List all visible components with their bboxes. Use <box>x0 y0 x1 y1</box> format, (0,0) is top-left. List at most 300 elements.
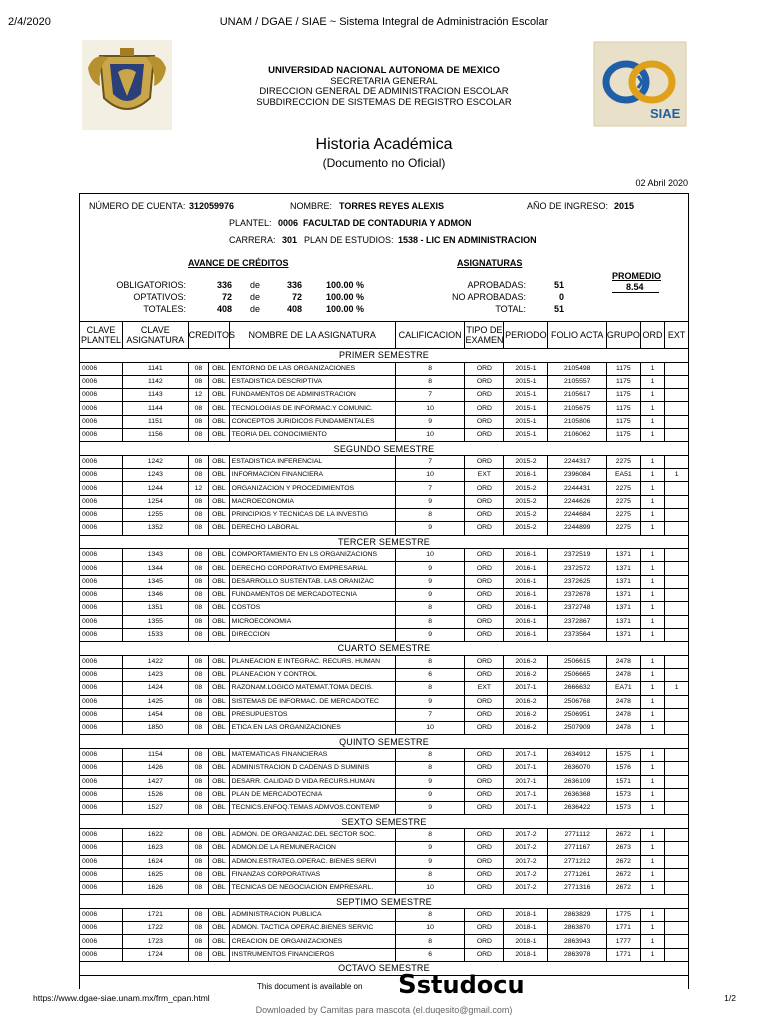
clave-plantel: 0006 <box>80 695 123 708</box>
ord: 1 <box>640 628 665 641</box>
avance-b: 408 <box>286 304 302 314</box>
table-row <box>80 362 689 375</box>
clave-asignatura: 1255 <box>123 508 189 521</box>
periodo: 2015-1 <box>504 389 548 402</box>
avance-a: 336 <box>216 280 232 290</box>
clave-plantel: 0006 <box>80 935 123 948</box>
ext <box>665 775 689 788</box>
ord: 1 <box>640 748 665 761</box>
tipo-examen: ORD <box>465 708 504 721</box>
calificacion: 8 <box>395 375 465 388</box>
calificacion: 7 <box>395 389 465 402</box>
ord: 1 <box>640 562 665 575</box>
print-date: 2/4/2020 <box>8 16 51 28</box>
periodo: 2016-1 <box>504 602 548 615</box>
tipo-examen: ORD <box>465 948 504 961</box>
folio-acta: 2771316 <box>548 882 606 895</box>
periodo: 2015-2 <box>504 495 548 508</box>
calificacion: 8 <box>395 868 465 881</box>
caracter: OBL <box>209 575 230 588</box>
grupo: 1575 <box>606 748 640 761</box>
caracter: OBL <box>209 362 230 375</box>
table-row <box>80 695 689 708</box>
table-row <box>80 428 689 441</box>
periodo: 2018-1 <box>504 935 548 948</box>
siae-logo <box>592 40 688 128</box>
clave-plantel: 0006 <box>80 482 123 495</box>
clave-plantel: 0006 <box>80 469 123 482</box>
creditos: 08 <box>188 935 209 948</box>
clave-asignatura: 1626 <box>123 882 189 895</box>
nombre-asignatura: TECNICAS DE NEGOCIACION EMPRESARL. <box>229 882 395 895</box>
folio-acta: 2106062 <box>548 428 606 441</box>
browser-page-title: UNAM / DGAE / SIAE ~ Sistema Integral de Administración Escolar <box>219 16 549 28</box>
tipo-examen: ORD <box>465 722 504 735</box>
periodo: 2016-1 <box>504 469 548 482</box>
caracter: OBL <box>209 908 230 921</box>
calificacion: 10 <box>395 922 465 935</box>
caracter: OBL <box>209 748 230 761</box>
table-row <box>80 935 689 948</box>
col-clave-asignatura: CLAVE ASIGNATURA <box>123 322 189 349</box>
creditos: 08 <box>188 655 209 668</box>
col-clave-plantel: CLAVE PLANTEL <box>80 322 123 349</box>
folio-acta: 2506615 <box>548 655 606 668</box>
subdireccion: SUBDIRECCION DE SISTEMAS DE REGISTRO ESCOLAR <box>256 96 512 108</box>
avance-pct: 100.00 % <box>326 304 365 314</box>
nombre-asignatura: ADMON. TACTICA OPERAC.BIENES SERVIC <box>229 922 395 935</box>
ext <box>665 948 689 961</box>
tipo-examen: EXT <box>465 469 504 482</box>
clave-plantel: 0006 <box>80 655 123 668</box>
ord: 1 <box>640 935 665 948</box>
ord: 1 <box>640 362 665 375</box>
calificacion: 10 <box>395 402 465 415</box>
nombre-asignatura: COSTOS <box>229 602 395 615</box>
avance-title: AVANCE DE CRÉDITOS <box>188 258 289 268</box>
nombre-asignatura: DERECHO CORPORATIVO EMPRESARIAL <box>229 562 395 575</box>
creditos: 08 <box>188 362 209 375</box>
clave-plantel: 0006 <box>80 428 123 441</box>
nombre-asignatura: DIRECCION <box>229 628 395 641</box>
col-ext: EXT <box>665 322 689 349</box>
caracter: OBL <box>209 708 230 721</box>
avance-b: 72 <box>291 292 302 302</box>
ord: 1 <box>640 389 665 402</box>
folio-acta: 2636368 <box>548 788 606 801</box>
tipo-examen: ORD <box>465 655 504 668</box>
ext <box>665 575 689 588</box>
folio-acta: 2506951 <box>548 708 606 721</box>
table-row <box>80 628 689 641</box>
clave-asignatura: 1156 <box>123 428 189 441</box>
grupo: 1371 <box>606 562 640 575</box>
col-periodo: PERIODO <box>504 322 548 349</box>
calificacion: 10 <box>395 428 465 441</box>
folio-acta: 2771261 <box>548 868 606 881</box>
caracter: OBL <box>209 469 230 482</box>
ord: 1 <box>640 668 665 681</box>
ext <box>665 882 689 895</box>
tipo-examen: ORD <box>465 508 504 521</box>
grupo: 2478 <box>606 708 640 721</box>
grupo: 1371 <box>606 615 640 628</box>
calificacion: 9 <box>395 775 465 788</box>
ord: 1 <box>640 602 665 615</box>
nombre-asignatura: TEORIA DEL CONOCIMIENTO <box>229 428 395 441</box>
grupo: 2672 <box>606 855 640 868</box>
creditos: 08 <box>188 428 209 441</box>
folio-acta: 2105498 <box>548 362 606 375</box>
clave-plantel: 0006 <box>80 495 123 508</box>
table-row <box>80 882 689 895</box>
grupo: 2275 <box>606 455 640 468</box>
tipo-examen: ORD <box>465 602 504 615</box>
plan-label: PLAN DE ESTUDIOS: <box>304 235 394 245</box>
nombre-asignatura: ADMON. DE ORGANIZAC.DEL SECTOR SOC. <box>229 828 395 841</box>
clave-plantel: 0006 <box>80 948 123 961</box>
clave-asignatura: 1526 <box>123 788 189 801</box>
avance-a: 408 <box>216 304 232 314</box>
table-row <box>80 908 689 921</box>
grupo: 2478 <box>606 655 640 668</box>
tipo-examen: ORD <box>465 389 504 402</box>
clave-plantel: 0006 <box>80 575 123 588</box>
promedio-underline <box>612 292 659 293</box>
creditos: 08 <box>188 615 209 628</box>
grupo: EA51 <box>606 469 640 482</box>
avance-de: de <box>250 280 261 290</box>
clave-asignatura: 1527 <box>123 802 189 815</box>
caracter: OBL <box>209 855 230 868</box>
nombre-asignatura: FUNDAMENTOS DE MERCADOTECNIA <box>229 588 395 601</box>
grupo: 2275 <box>606 508 640 521</box>
folio-acta: 2372519 <box>548 549 606 562</box>
ext <box>665 415 689 428</box>
clave-asignatura: 1151 <box>123 415 189 428</box>
studocu-logo[interactable] <box>398 970 525 1000</box>
calificacion: 9 <box>395 522 465 535</box>
col-ord: ORD <box>640 322 665 349</box>
ord: 1 <box>640 402 665 415</box>
semester-name: QUINTO SEMESTRE <box>80 735 689 749</box>
grupo: 1777 <box>606 935 640 948</box>
grupo: 1371 <box>606 575 640 588</box>
semester-row <box>80 895 689 909</box>
nombre-asignatura: DERECHO LABORAL <box>229 522 395 535</box>
table-row <box>80 495 689 508</box>
semester-name: SEXTO SEMESTRE <box>80 815 689 829</box>
caracter: OBL <box>209 668 230 681</box>
semester-row <box>80 349 689 363</box>
tipo-examen: ORD <box>465 762 504 775</box>
semester-name: SEGUNDO SEMESTRE <box>80 442 689 456</box>
grupo: 2275 <box>606 522 640 535</box>
grupo: 1175 <box>606 402 640 415</box>
nombre-asignatura: PRINCIPIOS Y TECNICAS DE LA INVESTIG <box>229 508 395 521</box>
clave-plantel: 0006 <box>80 788 123 801</box>
ext <box>665 868 689 881</box>
periodo: 2015-1 <box>504 362 548 375</box>
grupo: 1573 <box>606 802 640 815</box>
calificacion: 8 <box>395 362 465 375</box>
page-url[interactable]: https://www.dgae-siae.unam.mx/frm_cpan.html <box>33 993 210 1003</box>
calificacion: 10 <box>395 469 465 482</box>
grupo: 1371 <box>606 602 640 615</box>
calificacion: 8 <box>395 748 465 761</box>
grupo: 1771 <box>606 948 640 961</box>
col-nombre: NOMBRE DE LA ASIGNATURA <box>229 322 395 349</box>
tipo-examen: ORD <box>465 549 504 562</box>
ord: 1 <box>640 868 665 881</box>
clave-asignatura: 1427 <box>123 775 189 788</box>
caracter: OBL <box>209 762 230 775</box>
grupo: 1175 <box>606 415 640 428</box>
ext <box>665 842 689 855</box>
clave-plantel: 0006 <box>80 522 123 535</box>
calificacion: 9 <box>395 842 465 855</box>
calificacion: 8 <box>395 682 465 695</box>
clave-plantel: 0006 <box>80 615 123 628</box>
nombre-asignatura: MICROECONOMIA <box>229 615 395 628</box>
caracter: OBL <box>209 428 230 441</box>
clave-asignatura: 1423 <box>123 668 189 681</box>
ord: 1 <box>640 682 665 695</box>
tipo-examen: ORD <box>465 562 504 575</box>
table-row <box>80 522 689 535</box>
avance-a: 72 <box>221 292 232 302</box>
clave-asignatura: 1850 <box>123 722 189 735</box>
clave-plantel: 0006 <box>80 389 123 402</box>
clave-asignatura: 1625 <box>123 868 189 881</box>
grupo: 1175 <box>606 389 640 402</box>
nombre-asignatura: CONCEPTOS JURIDICOS FUNDAMENTALES <box>229 415 395 428</box>
ord: 1 <box>640 922 665 935</box>
nombre-value: TORRES REYES ALEXIS <box>339 201 445 211</box>
periodo: 2017-1 <box>504 775 548 788</box>
ord: 1 <box>640 522 665 535</box>
col-creditos: CREDITOS <box>188 322 229 349</box>
tipo-examen: ORD <box>465 802 504 815</box>
creditos: 08 <box>188 695 209 708</box>
periodo: 2016-1 <box>504 575 548 588</box>
grupo: 1571 <box>606 775 640 788</box>
asignaturas-value: 0 <box>558 292 564 302</box>
nombre-asignatura: ESTADISTICA INFERENCIAL <box>229 455 395 468</box>
clave-asignatura: 1425 <box>123 695 189 708</box>
periodo: 2018-1 <box>504 948 548 961</box>
clave-plantel: 0006 <box>80 762 123 775</box>
periodo: 2015-1 <box>504 428 548 441</box>
semester-row <box>80 815 689 829</box>
ord: 1 <box>640 855 665 868</box>
nombre-asignatura: ADMINISTRACION PUBLICA <box>229 908 395 921</box>
tipo-examen: ORD <box>465 868 504 881</box>
periodo: 2017-1 <box>504 802 548 815</box>
caracter: OBL <box>209 415 230 428</box>
creditos: 08 <box>188 708 209 721</box>
table-row <box>80 655 689 668</box>
folio-acta: 2634912 <box>548 748 606 761</box>
periodo: 2017-2 <box>504 855 548 868</box>
caracter: OBL <box>209 788 230 801</box>
tipo-examen: ORD <box>465 748 504 761</box>
folio-acta: 2244317 <box>548 455 606 468</box>
semester-name: CUARTO SEMESTRE <box>80 642 689 656</box>
table-row <box>80 842 689 855</box>
tipo-examen: ORD <box>465 362 504 375</box>
grupo: 2478 <box>606 668 640 681</box>
caracter: OBL <box>209 935 230 948</box>
caracter: OBL <box>209 588 230 601</box>
table-row <box>80 415 689 428</box>
folio-acta: 2506768 <box>548 695 606 708</box>
periodo: 2016-2 <box>504 708 548 721</box>
calificacion: 8 <box>395 602 465 615</box>
caracter: OBL <box>209 695 230 708</box>
clave-asignatura: 1346 <box>123 588 189 601</box>
ext <box>665 428 689 441</box>
table-row <box>80 948 689 961</box>
calificacion: 8 <box>395 615 465 628</box>
table-row <box>80 389 689 402</box>
nombre-asignatura: COMPORTAMIENTO EN LS ORGANIZACIONS <box>229 549 395 562</box>
periodo: 2017-1 <box>504 682 548 695</box>
grupo: 1175 <box>606 362 640 375</box>
nombre-label: NOMBRE: <box>290 201 333 211</box>
ord: 1 <box>640 695 665 708</box>
periodo: 2015-1 <box>504 415 548 428</box>
clave-asignatura: 1724 <box>123 948 189 961</box>
clave-asignatura: 1142 <box>123 375 189 388</box>
ord: 1 <box>640 508 665 521</box>
table-row <box>80 708 689 721</box>
folio-acta: 2244684 <box>548 508 606 521</box>
nombre-asignatura: FINANZAS CORPORATIVAS <box>229 868 395 881</box>
creditos: 08 <box>188 855 209 868</box>
clave-asignatura: 1355 <box>123 615 189 628</box>
ext <box>665 828 689 841</box>
clave-asignatura: 1244 <box>123 482 189 495</box>
table-row <box>80 668 689 681</box>
clave-plantel: 0006 <box>80 842 123 855</box>
periodo: 2015-1 <box>504 375 548 388</box>
grupo: 2275 <box>606 495 640 508</box>
grupo: 1371 <box>606 549 640 562</box>
clave-plantel: 0006 <box>80 668 123 681</box>
tipo-examen: ORD <box>465 402 504 415</box>
academic-history-table <box>79 321 689 976</box>
grupo: 1175 <box>606 375 640 388</box>
nombre-asignatura: ENTORNO DE LAS ORGANIZACIONES <box>229 362 395 375</box>
ext <box>665 788 689 801</box>
avance-de: de <box>250 304 261 314</box>
caracter: OBL <box>209 948 230 961</box>
nombre-asignatura: DESARROLLO SUSTENTAB. LAS ORANIZAC <box>229 575 395 588</box>
ord: 1 <box>640 788 665 801</box>
periodo: 2016-1 <box>504 615 548 628</box>
direccion-general: DIRECCION GENERAL DE ADMINISTRACION ESCOLAR <box>259 86 509 97</box>
semester-row <box>80 642 689 656</box>
folio-acta: 2771167 <box>548 842 606 855</box>
siae-logo-text: SIAE <box>650 106 681 121</box>
secretaria-general: SECRETARIA GENERAL <box>330 75 438 87</box>
nombre-asignatura: DESARR. CALIDAD D VIDA RECURS.HUMAN <box>229 775 395 788</box>
caracter: OBL <box>209 655 230 668</box>
periodo: 2016-1 <box>504 562 548 575</box>
tipo-examen: ORD <box>465 575 504 588</box>
caracter: OBL <box>209 828 230 841</box>
col-grupo: GRUPO <box>606 322 640 349</box>
ext <box>665 722 689 735</box>
calificacion: 9 <box>395 628 465 641</box>
ord: 1 <box>640 455 665 468</box>
caracter: OBL <box>209 882 230 895</box>
clave-plantel: 0006 <box>80 682 123 695</box>
ext <box>665 628 689 641</box>
creditos: 08 <box>188 908 209 921</box>
document-title: Historia Académica <box>315 136 453 153</box>
periodo: 2017-1 <box>504 788 548 801</box>
caracter: OBL <box>209 522 230 535</box>
ext <box>665 748 689 761</box>
folio-acta: 2771112 <box>548 828 606 841</box>
creditos: 08 <box>188 455 209 468</box>
periodo: 2018-1 <box>504 908 548 921</box>
ord: 1 <box>640 775 665 788</box>
ord: 1 <box>640 428 665 441</box>
calificacion: 9 <box>395 855 465 868</box>
ext: 1 <box>665 469 689 482</box>
clave-asignatura: 1624 <box>123 855 189 868</box>
carrera-value: 301 <box>282 235 298 245</box>
ext <box>665 615 689 628</box>
clave-plantel: 0006 <box>80 549 123 562</box>
caracter: OBL <box>209 775 230 788</box>
avance-label: OBLIGATORIOS: <box>116 280 186 290</box>
ext <box>665 908 689 921</box>
clave-plantel: 0006 <box>80 588 123 601</box>
caracter: OBL <box>209 389 230 402</box>
col-folio: FOLIO ACTA <box>548 322 606 349</box>
clave-plantel: 0006 <box>80 922 123 935</box>
creditos: 08 <box>188 562 209 575</box>
document-date: 02 Abril 2020 <box>635 178 688 188</box>
tipo-examen: EXT <box>465 682 504 695</box>
semester-row <box>80 535 689 549</box>
ext <box>665 375 689 388</box>
ext <box>665 668 689 681</box>
clave-plantel: 0006 <box>80 455 123 468</box>
ingreso-value: 2015 <box>614 201 635 211</box>
studocu-available-text: This document is available on <box>257 982 363 991</box>
clave-asignatura: 1422 <box>123 655 189 668</box>
caracter: OBL <box>209 682 230 695</box>
ext <box>665 588 689 601</box>
calificacion: 8 <box>395 908 465 921</box>
ord: 1 <box>640 655 665 668</box>
ord: 1 <box>640 948 665 961</box>
plantel-label: PLANTEL: <box>229 218 272 228</box>
folio-acta: 2372625 <box>548 575 606 588</box>
table-row <box>80 722 689 735</box>
ord: 1 <box>640 588 665 601</box>
avance-label: TOTALES: <box>143 304 186 314</box>
table-row <box>80 855 689 868</box>
document-subtitle: (Documento no Oficial) <box>322 156 446 170</box>
periodo: 2015-2 <box>504 482 548 495</box>
nombre-asignatura: FUNDAMENTOS DE ADMINISTRACION <box>229 389 395 402</box>
